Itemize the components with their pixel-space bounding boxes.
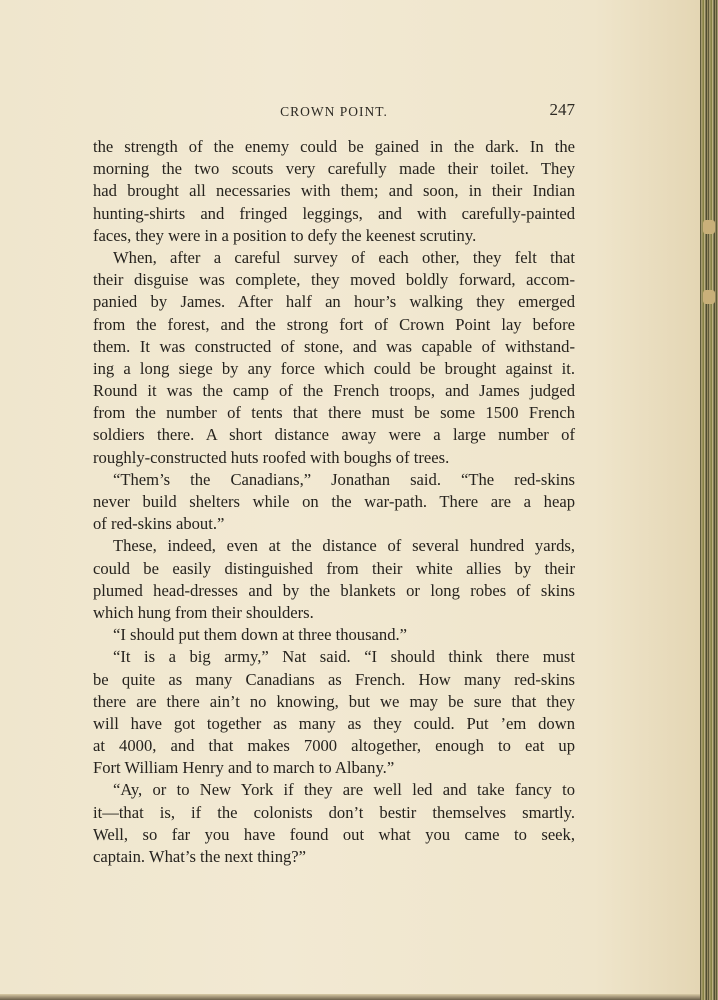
text-line: plumed head-dresses and by the blankets or long robes of skins xyxy=(93,580,575,600)
text-line: the strength of the enemy could be gained in the dark. In the xyxy=(93,137,575,156)
text-line: could be easily distinguished from their white allies by their xyxy=(93,558,575,578)
text-line: had brought all necessaries with them; and soon, in their Indian xyxy=(93,181,575,201)
text-line: “Them’s the Canadians,” Jonathan said. “The red-skins xyxy=(113,469,575,489)
text-line: “Ay, or to New York if they are well led and take fancy to xyxy=(113,780,575,800)
text-line: faces, they were in a position to defy the keenest scrutiny. xyxy=(93,225,477,245)
page-number: 247 xyxy=(549,100,575,119)
text-line: from the forest, and the strong fort of Crown Point lay before xyxy=(93,314,575,334)
text-line: will have got together as many as they could. Put ’em down xyxy=(93,713,575,733)
text-line: morning the two scouts very carefully made their toilet. They xyxy=(93,159,575,179)
text-line: These, indeed, even at the distance of several hundred yards, xyxy=(113,536,575,556)
edge-mark xyxy=(703,220,715,234)
text-line: never build shelters while on the war-path. There are a heap xyxy=(93,492,575,511)
text-line: When, after a careful survey of each other, they felt that xyxy=(113,247,575,267)
text-line: roughly-constructed huts roofed with boughs of trees. xyxy=(93,447,450,467)
book-edge xyxy=(700,0,718,1000)
text-line: captain. What’s the next thing?” xyxy=(93,847,307,866)
text-line: Well, so far you have found out what you came to seek, xyxy=(93,824,575,844)
text-line: be quite as many Canadians as French. How many red-skins xyxy=(93,669,575,689)
text-line: which hung from their shoulders. xyxy=(93,602,314,622)
text-line: there are there ain’t no knowing, but we may be sure that they xyxy=(93,691,575,711)
text-line: their disguise was complete, they moved boldly forward, accom- xyxy=(93,270,575,290)
text-line: panied by James. After half an hour’s walking they emerged xyxy=(93,292,575,312)
text-line: hunting-shirts and fringed leggings, and with carefully-painted xyxy=(93,203,575,223)
text-line: “I should put them down at three thousand.” xyxy=(113,625,408,645)
text-line: at 4000, and that makes 7000 altogether, enough to eat up xyxy=(93,736,575,756)
text-line: “It is a big army,” Nat said. “I should think there must xyxy=(113,647,575,667)
text-line: ing a long siege by any force which could be brought against it. xyxy=(93,358,575,378)
edge-mark xyxy=(703,290,715,304)
text-line: from the number of tents that there must be some 1500 French xyxy=(93,403,575,423)
text-line: them. It was constructed of stone, and was capable of withstand- xyxy=(93,336,575,356)
running-head: CROWN POINT. xyxy=(280,104,388,119)
text-line: it—that is, if the colonists don’t bestir themselves smartly. xyxy=(93,802,575,822)
body-text xyxy=(93,136,575,868)
text-line: of red-skins about.” xyxy=(93,514,225,534)
text-line: Fort William Henry and to march to Albany.” xyxy=(93,758,395,778)
book-bottom-edge xyxy=(0,994,700,1000)
text-line: Round it was the camp of the French troops, and James judged xyxy=(93,381,575,401)
text-line: soldiers there. A short distance away were a large number of xyxy=(93,425,575,445)
page-header xyxy=(93,100,575,124)
